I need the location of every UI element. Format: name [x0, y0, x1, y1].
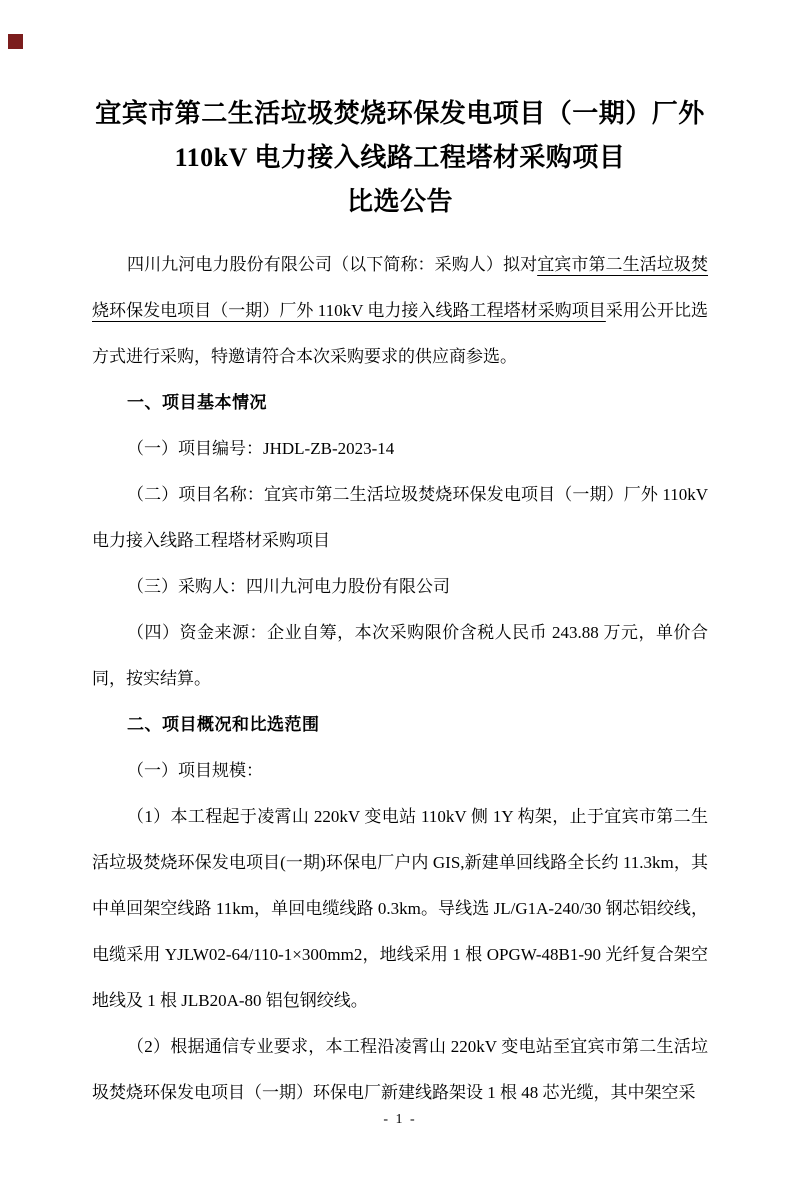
- document-title: [0, 0, 800, 224]
- title-line-2: 110kV 电力接入线路工程塔材采购项目: [174, 143, 626, 172]
- intro-underlined-project-name: 宜宾市第二生活垃圾焚烧环保发电项目（一期）厂外 110kV 电力接入线路工程塔材采购项目: [92, 255, 709, 320]
- title-line-1: 宜宾市第二生活垃圾焚烧环保发电项目（一期）厂外: [95, 99, 705, 128]
- document-body: [0, 224, 800, 1116]
- revision-marker: [8, 34, 23, 49]
- title-line-3: 比选公告: [346, 187, 453, 216]
- page-number: - 1 -: [383, 1112, 417, 1127]
- section2-heading: 二、项目概况和比选范围: [127, 715, 320, 734]
- intro-suffix: 采用公开比选方式进行采购，特邀请符合本次采购要求的供应商参选。: [92, 301, 708, 366]
- section1-heading: 一、项目基本情况: [127, 393, 267, 412]
- section2-item-project-scale-detail: （1）本工程起于凌霄山 220kV 变电站 110kV 侧 1Y 构架，止于宜宾市第二生活垃圾焚烧环保发电项目(一期)环保电厂户内 GIS,新建单回线路全长约 11.3km，其中单回架空线路 11km，单回电缆线路 0.3km。导线选 JL/G1A-240/30 钢芯铝绞线，电缆采用 YJLW02-64/110-1×300mm2，地线采用 1 根 OPGW-48B1-90 光纤复合架空地线及 1 根 JLB20A-80 铝包钢绞线。: [92, 807, 708, 1010]
- intro-paragraph: [92, 242, 708, 380]
- section2-item-communication-requirement: （2）根据通信专业要求，本工程沿凌霄山 220kV 变电站至宜宾市第二生活垃圾焚烧环保发电项目（一期）环保电厂新建线路架设 1 根 48 芯光缆，其中架空采: [92, 1037, 708, 1102]
- section1-item-funding-source: （四）资金来源：企业自筹，本次采购限价含税人民币 243.88 万元，单价合同，按实结算。: [92, 623, 708, 688]
- section2-item-project-scale-label: （一）项目规模：: [127, 761, 263, 780]
- intro-prefix: 四川九河电力股份有限公司（以下简称：采购人）拟对: [127, 255, 538, 274]
- section1-item-purchaser: （三）采购人：四川九河电力股份有限公司: [127, 577, 450, 596]
- section1-item-project-name: （二）项目名称：宜宾市第二生活垃圾焚烧环保发电项目（一期）厂外 110kV 电力接入线路工程塔材采购项目: [92, 485, 708, 550]
- section1-item-project-number: （一）项目编号：JHDL-ZB-2023-14: [127, 439, 395, 458]
